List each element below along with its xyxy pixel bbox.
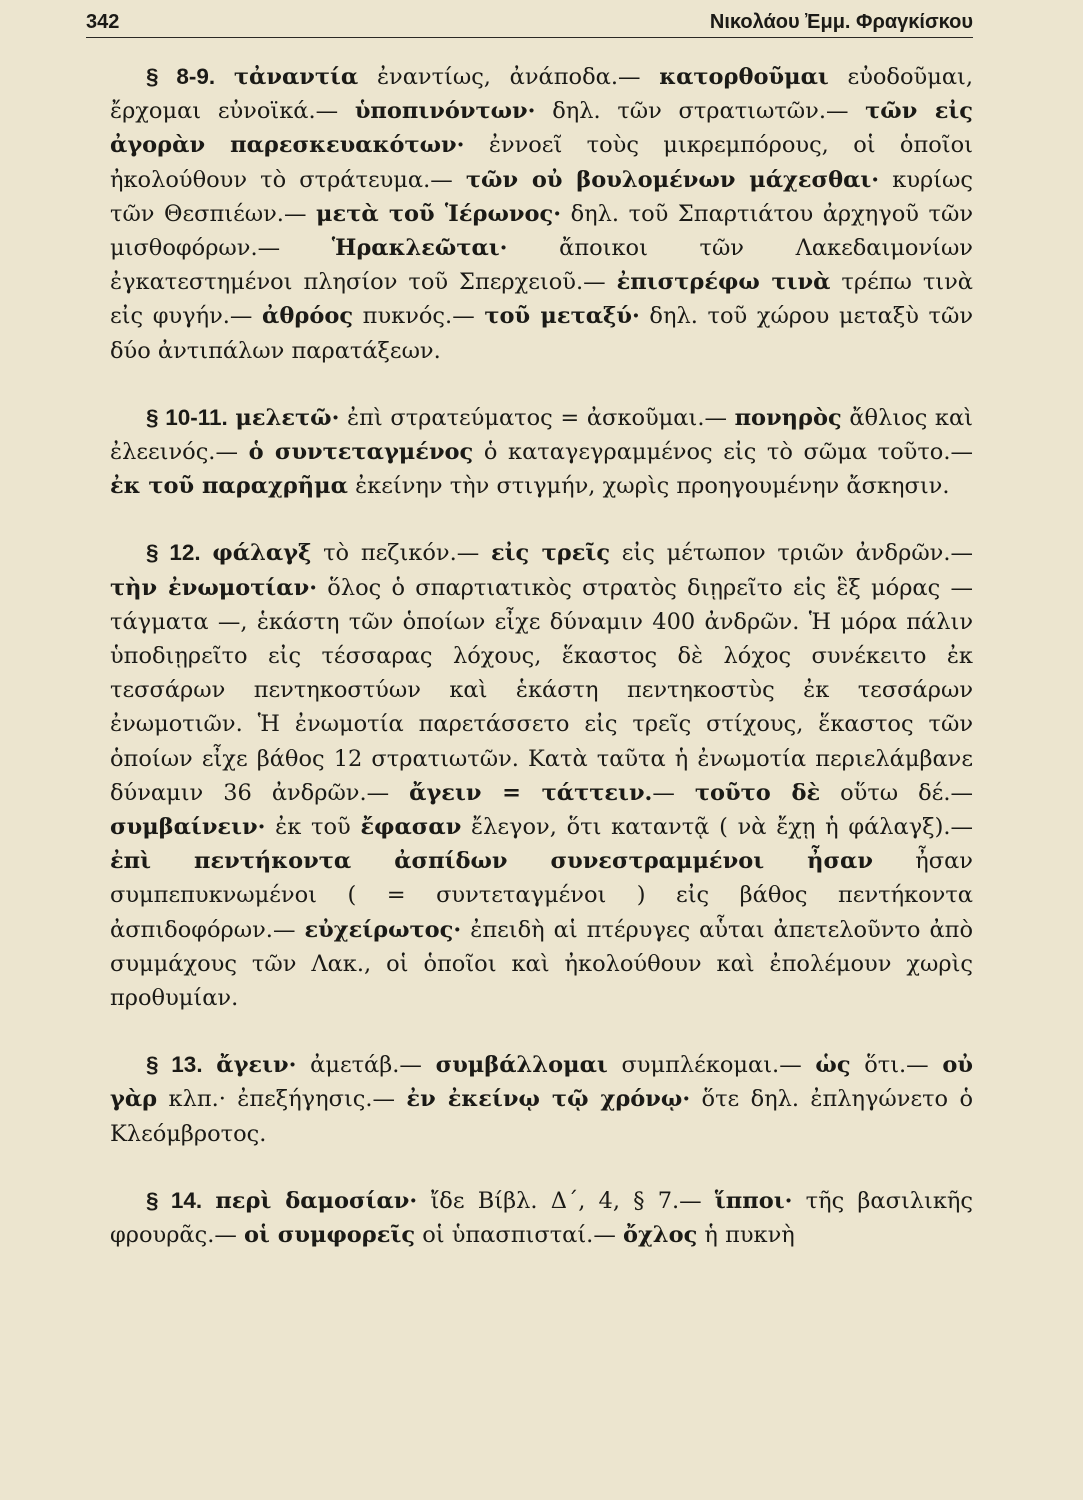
gloss-text: ἐπὶ στρατεύματος = ἀσκοῦμαι.— xyxy=(339,404,735,431)
lemma: ὄχλος xyxy=(622,1222,698,1249)
gloss-text: δηλ. τῶν στρατιωτῶν.— xyxy=(535,98,866,125)
lemma: Ἡρακλεῶται· xyxy=(331,235,508,262)
lemma: ἄγειν· xyxy=(216,1052,297,1079)
gloss-text xyxy=(215,64,234,90)
gloss-text: κυρίως τῶν Θεσπιέων.— xyxy=(110,166,974,227)
gloss-text: εἰς μέτωπον τριῶν ἀνδρῶν.— xyxy=(610,540,974,567)
lemma: τοῦ μεταξύ· xyxy=(484,303,640,330)
gloss-text xyxy=(202,1188,215,1214)
lemma: συμβαίνειν· xyxy=(110,814,266,841)
section-12 xyxy=(110,536,973,1015)
lemma: οἱ συμφορεῖς xyxy=(244,1222,416,1249)
gloss-text: δηλ. τοῦ χώρου μεταξὺ τῶν δύο ἀντιπάλων παρατάξεων. xyxy=(110,303,973,364)
gloss-text: ὁ καταγεγραμμένος εἰς τὸ σῶμα τοῦτο.— xyxy=(473,439,973,466)
gloss-text: εὐοδοῦμαι, ἔρχομαι εὐνοϊκά.— xyxy=(110,64,973,125)
lemma: μελετῶ· xyxy=(235,404,340,431)
section-14 xyxy=(110,1184,973,1252)
gloss-text: κλπ.· ἐπεξήγησις.— xyxy=(157,1086,407,1113)
lemma: κατορθοῦμαι xyxy=(659,64,829,90)
gloss-text: ἡ πυκνὴ xyxy=(697,1222,795,1249)
gloss-text: ἴδε Βίβλ. Δ΄, 4, § 7.— xyxy=(417,1187,715,1214)
gloss-text: ἐκ τοῦ xyxy=(265,814,361,841)
lemma: τοῦτο δὲ xyxy=(694,779,821,806)
lemma: πονηρὸς xyxy=(734,404,842,431)
gloss-text: συμπλέκομαι.— xyxy=(607,1052,816,1079)
gloss-text: ἄθλιος καὶ ἐλεεινός.— xyxy=(110,404,973,466)
section-10-11 xyxy=(110,401,973,504)
gloss-text: — xyxy=(652,779,695,806)
lemma: ὑποπινόντων· xyxy=(354,98,536,125)
section-number: § 13. xyxy=(146,1052,203,1078)
lemma: ὁ συντεταγμένος xyxy=(248,439,474,466)
gloss-text xyxy=(203,1052,217,1078)
gloss-text: ἐναντίως, ἀνάποδα.— xyxy=(358,64,660,90)
lemma: εὐχείρωτος· xyxy=(304,916,462,943)
lemma: συμβάλλομαι xyxy=(435,1052,608,1079)
gloss-text: τρέπω τινὰ εἰς φυγήν.— xyxy=(110,269,973,330)
page-number: 342 xyxy=(86,11,120,33)
gloss-text: ἐκείνην τὴν στιγμήν, χωρὶς προηγουμένην ἄσκησιν. xyxy=(347,473,950,500)
gloss-text: οὕτω δέ.— xyxy=(820,779,973,806)
gloss-text: ἄποικοι τῶν Λακεδαιμονίων ἐγκατεστημένοι πλησίον τοῦ Σπερχειοῦ.— xyxy=(110,235,973,296)
lemma: τῶν εἰς ἀγορὰν παρεσκευακότων· xyxy=(110,98,973,159)
lemma: τἀναντία xyxy=(233,64,359,90)
lemma: ἵπποι· xyxy=(714,1187,793,1214)
section-number: § 10-11. xyxy=(146,404,228,430)
lemma: ἔφασαν xyxy=(360,814,462,841)
lemma: ἐκ τοῦ παραχρῆμα xyxy=(110,473,348,500)
lemma: περὶ δαμοσίαν· xyxy=(215,1187,418,1214)
lemma: ἄγειν = τάττειν. xyxy=(409,779,653,806)
gloss-text: ὅλος ὁ σπαρτιατικὸς στρατὸς διῃρεῖτο εἰς ἓξ μόρας — τάγματα —, ἑκάστη τῶν ὁποίων εἶχε δύναμιν 400 ἀνδρῶν. Ἡ μόρα πάλιν ὑποδιῃρεῖτο εἰς τέσσαρας λόχους, ἕκαστος δὲ λόχος συνέκειτο ἐκ τεσσάρων πεντηκοστύων καὶ ἑκάστη πεντηκοστὺς ἐκ τεσσάρων ἐνωμοτιῶν. Ἡ ἐνωμοτία παρετάσσετο εἰς τρεῖς στίχους, ἕκαστος τῶν ὁποίων εἶχε βάθος 12 στρατιωτῶν. Κατὰ ταῦτα ἡ ἐνωμοτία περιελάμβανε δύναμιν 36 ἀνδρῶν.— xyxy=(110,574,973,806)
lemma: οὐ γὰρ xyxy=(110,1052,973,1113)
gloss-text: ἦσαν συμπεπυκνωμένοι ( = συντεταγμένοι ) εἰς βάθος πεντήκοντα ἀσπιδοφόρων.— xyxy=(110,848,973,943)
lemma: ὡς xyxy=(815,1052,851,1079)
lemma: τὴν ἐνωμοτίαν· xyxy=(110,574,318,601)
lemma: εἰς τρεῖς xyxy=(490,540,611,567)
section-13 xyxy=(110,1048,973,1151)
lemma: ἐν ἐκείνῳ τῷ χρόνῳ· xyxy=(406,1086,691,1113)
gloss-text: ἀμετάβ.— xyxy=(296,1052,436,1079)
lemma: ἐπιστρέφω τινὰ xyxy=(616,269,831,296)
lemma: τῶν οὐ βουλομένων μάχεσθαι· xyxy=(465,166,880,193)
lemma: μετὰ τοῦ Ἱέρωνος· xyxy=(316,200,562,227)
section-number: § 12. xyxy=(146,540,201,566)
lemma: φάλαγξ xyxy=(212,540,312,567)
lemma: ἐπὶ πεντήκοντα ἀσπίδων συνεστραμμένοι ἦσαν xyxy=(110,848,873,875)
commentary-body xyxy=(110,60,973,1285)
gloss-text: ὅτε δηλ. ἐπληγώνετο ὁ Κλεόμβροτος. xyxy=(110,1086,974,1147)
gloss-text: ὅτι.— xyxy=(850,1052,943,1079)
gloss-text: τῆς βασιλικῆς φρουρᾶς.— xyxy=(110,1187,974,1249)
gloss-text: ἐννοεῖ τοὺς μικρεμπόρους, οἱ ὁποῖοι ἠκολούθουν τὸ στράτευμα.— xyxy=(110,132,973,193)
lemma: ἀθρόος xyxy=(262,303,354,330)
running-title: Νικολάου Ἐμμ. Φραγκίσκου xyxy=(709,11,973,33)
gloss-text: δηλ. τοῦ Σπαρτιάτου ἀρχηγοῦ τῶν μισθοφόρων.— xyxy=(110,200,973,262)
section-number: § 8-9. xyxy=(146,64,216,89)
gloss-text: πυκνός.— xyxy=(353,303,485,330)
gloss-text: οἱ ὑπασπισταί.— xyxy=(415,1222,623,1249)
section-8-9 xyxy=(110,60,973,368)
section-number: § 14. xyxy=(146,1187,203,1213)
gloss-text xyxy=(201,540,213,566)
gloss-text: ἐπειδὴ αἱ πτέρυγες αὗται ἀπετελοῦντο ἀπὸ συμμάχους τῶν Λακ., οἱ ὁποῖοι καὶ ἠκολούθουν καὶ ἐπολέμουν χωρὶς προθυμίαν. xyxy=(110,916,973,1012)
gloss-text: τὸ πεζικόν.— xyxy=(311,540,491,567)
gloss-text: ἔλεγον, ὅτι καταντᾷ ( νὰ ἔχῃ ἡ φάλαγξ).— xyxy=(461,814,973,841)
page-header xyxy=(86,0,973,38)
